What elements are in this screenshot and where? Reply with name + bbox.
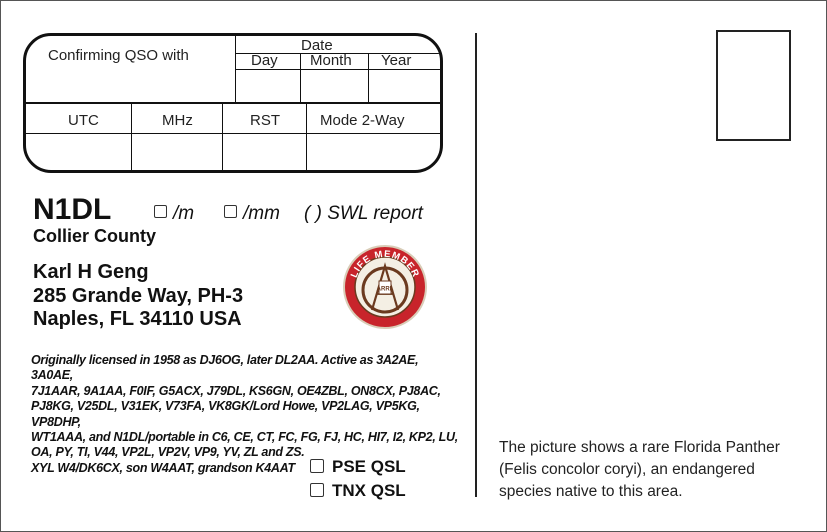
city-state-zip: Naples, FL 34110 USA — [33, 308, 242, 330]
stamp-box — [716, 30, 791, 141]
portable-mm-checkbox[interactable] — [224, 205, 237, 218]
pse-qsl-label: PSE QSL — [332, 457, 406, 476]
confirming-qso-label: Confirming QSO with — [48, 47, 189, 64]
qso-table — [23, 33, 443, 173]
qso-divider — [300, 53, 301, 103]
bio-line: XYL W4/DK6CX, son W4AAT, grandson K4AAT — [31, 460, 295, 475]
picture-description: The picture shows a rare Florida Panther (Felis concolor coryi), an endangered species native to this area. — [499, 439, 780, 500]
qso-divider — [306, 103, 307, 173]
bio-line: Originally licensed in 1958 as DJ6OG, later DL2AA. Active as 3A2AE, 3A0AE, — [31, 353, 419, 383]
qso-divider — [368, 53, 369, 103]
qso-divider — [235, 36, 236, 103]
tnx-qsl-checkbox[interactable] — [310, 483, 324, 497]
qso-divider — [26, 133, 443, 134]
arrl-life-member-seal-icon — [342, 244, 428, 330]
day-label: Day — [251, 52, 278, 69]
pse-qsl-checkbox[interactable] — [310, 459, 324, 473]
county: Collier County — [33, 226, 157, 246]
portable-m-option[interactable] — [154, 203, 194, 225]
rst-label: RST — [250, 112, 280, 129]
portable-mm-option[interactable] — [224, 203, 280, 225]
qso-divider — [235, 69, 443, 70]
portable-m-checkbox[interactable] — [154, 205, 167, 218]
seal-inner-text: ARRL — [376, 286, 394, 293]
portable-mm-label: /mm — [243, 203, 280, 224]
mhz-label: MHz — [162, 112, 193, 129]
utc-label: UTC — [68, 112, 99, 129]
seal-arc-text: LIFE MEMBER — [348, 248, 422, 280]
qso-divider — [131, 103, 132, 173]
qso-divider — [222, 103, 223, 173]
card-center-divider — [475, 33, 477, 497]
bio-line: 7J1AAR, 9A1AA, F0IF, G5ACX, J79DL, KS6GN, OE4ZBL, ON8CX, PJ8AC, — [31, 383, 441, 398]
tnx-qsl-label: TNX QSL — [332, 481, 406, 500]
tnx-qsl-option[interactable] — [310, 481, 406, 501]
portable-m-label: /m — [173, 203, 195, 224]
mode-label: Mode 2-Way — [320, 112, 405, 129]
date-label: Date — [301, 37, 333, 54]
month-label: Month — [310, 52, 352, 69]
street-address: 285 Grande Way, PH-3 — [33, 285, 244, 307]
swl-report-option[interactable]: ( ) SWL report — [304, 203, 423, 224]
year-label: Year — [381, 52, 412, 69]
operator-name: Karl H Geng — [33, 261, 149, 283]
bio-line: OA, PY, TI, V44, VP2L, VP2V, VP9, YV, ZL and ZS. — [31, 445, 305, 460]
bio-line: WT1AAA, and N1DL/portable in C6, CE, CT, FC, FG, FJ, HC, HI7, I2, KP2, LU, — [31, 430, 458, 445]
bio-line: PJ8KG, V25DL, V31EK, V73FA, VK8GK/Lord Howe, VP2LAG, VP5KG, VP8DHP, — [31, 399, 420, 429]
callsign: N1DL — [33, 193, 112, 226]
pse-qsl-option[interactable] — [310, 457, 406, 477]
